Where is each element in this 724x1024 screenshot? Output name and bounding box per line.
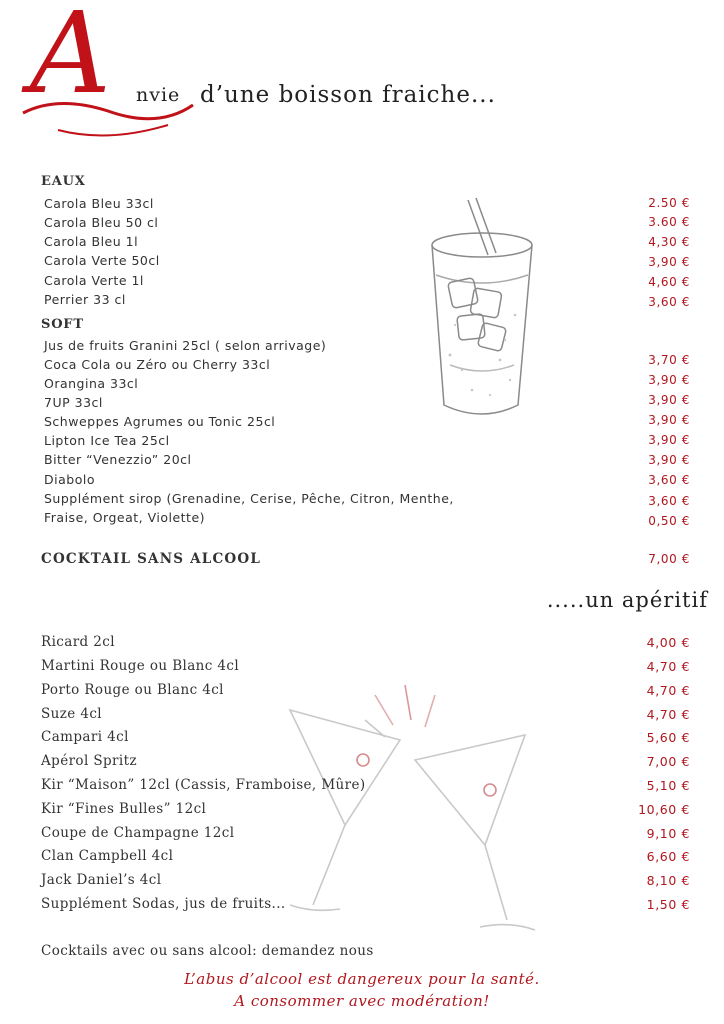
logo-letter: A [30,0,111,119]
item-price: 3.60 € [648,215,690,229]
item-price: 2.50 € [648,196,690,210]
item-price: 7,00 € [646,754,690,769]
cocktail-sans-alcool: COCKTAIL SANS ALCOOL [41,551,262,567]
list-item: Fraise, Orgeat, Violette) [44,510,206,525]
list-item: Kir “Fines Bulles” 12cl [41,801,207,817]
item-price: 3,90 € [648,433,690,447]
item-price: 0,50 € [648,514,690,528]
list-item: Carola Verte 1l [44,273,144,288]
list-item: Supplément Sodas, jus de fruits... [41,896,286,912]
martini-glasses-illustration [285,665,565,950]
item-price: 3,90 € [648,453,690,467]
item-price: 3,90 € [648,255,690,269]
item-price: 4,30 € [648,235,690,249]
list-item: Carola Verte 50cl [44,253,160,268]
list-item: Jack Daniel’s 4cl [41,872,162,888]
list-item: Coca Cola ou Zéro ou Cherry 33cl [44,357,271,372]
cocktails-note: Cocktails avec ou sans alcool: demandez nous [41,943,374,959]
list-item: Bitter “Venezzio” 20cl [44,452,192,467]
item-price: 3,60 € [648,473,690,487]
section-title-aperitif: .....un apéritif [546,588,708,612]
item-price: 3,90 € [648,393,690,407]
list-item: Kir “Maison” 12cl (Cassis, Framboise, Mûre) [41,777,366,793]
list-item: Orangina 33cl [44,376,139,391]
list-item: Jus de fruits Granini 25cl ( selon arrivage) [44,338,327,353]
alcohol-warning-line1: L’abus d’alcool est dangereux pour la santé. [184,970,540,988]
soda-glass-illustration [410,195,560,430]
item-price: 5,60 € [646,730,690,745]
item-price: 7,00 € [648,552,690,566]
item-price: 1,50 € [646,897,690,912]
list-item: Martini Rouge ou Blanc 4cl [41,658,240,674]
list-item: Diabolo [44,472,95,487]
list-item: 7UP 33cl [44,395,103,410]
section-title-eaux: EAUX [41,174,86,189]
list-item: Perrier 33 cl [44,292,126,307]
item-price: 4,60 € [648,275,690,289]
list-item: Lipton Ice Tea 25cl [44,433,170,448]
item-price: 4,70 € [646,659,690,674]
item-price: 4,70 € [646,683,690,698]
item-price: 3,60 € [648,494,690,508]
list-item: Schweppes Agrumes ou Tonic 25cl [44,414,276,429]
list-item: Ricard 2cl [41,634,115,650]
item-price: 4,70 € [646,707,690,722]
item-price: 3,90 € [648,413,690,427]
section-title-soft: SOFT [41,317,84,332]
list-item: Carola Bleu 33cl [44,196,154,211]
item-price: 10,60 € [638,802,690,817]
alcohol-warning-line2: A consommer avec modération! [234,992,490,1010]
list-item: Campari 4cl [41,729,129,745]
list-item: Carola Bleu 50 cl [44,215,159,230]
item-price: 4,00 € [646,635,690,650]
list-item: Carola Bleu 1l [44,234,139,249]
item-price: 8,10 € [646,873,690,888]
list-item: Porto Rouge ou Blanc 4cl [41,682,224,698]
item-price: 9,10 € [646,826,690,841]
list-item: Coupe de Champagne 12cl [41,825,235,841]
logo-rest: nvie [136,84,181,106]
list-item: Clan Campbell 4cl [41,848,174,864]
item-price: 5,10 € [646,778,690,793]
item-price: 3,70 € [648,353,690,367]
item-price: 6,60 € [646,849,690,864]
item-price: 3,60 € [648,295,690,309]
list-item: Supplément sirop (Grenadine, Cerise, Pêche, Citron, Menthe, [44,491,454,506]
list-item: Apérol Spritz [41,753,137,769]
list-item: Suze 4cl [41,706,103,722]
page-title: d’une boisson fraiche... [200,82,496,108]
item-price: 3,90 € [648,373,690,387]
